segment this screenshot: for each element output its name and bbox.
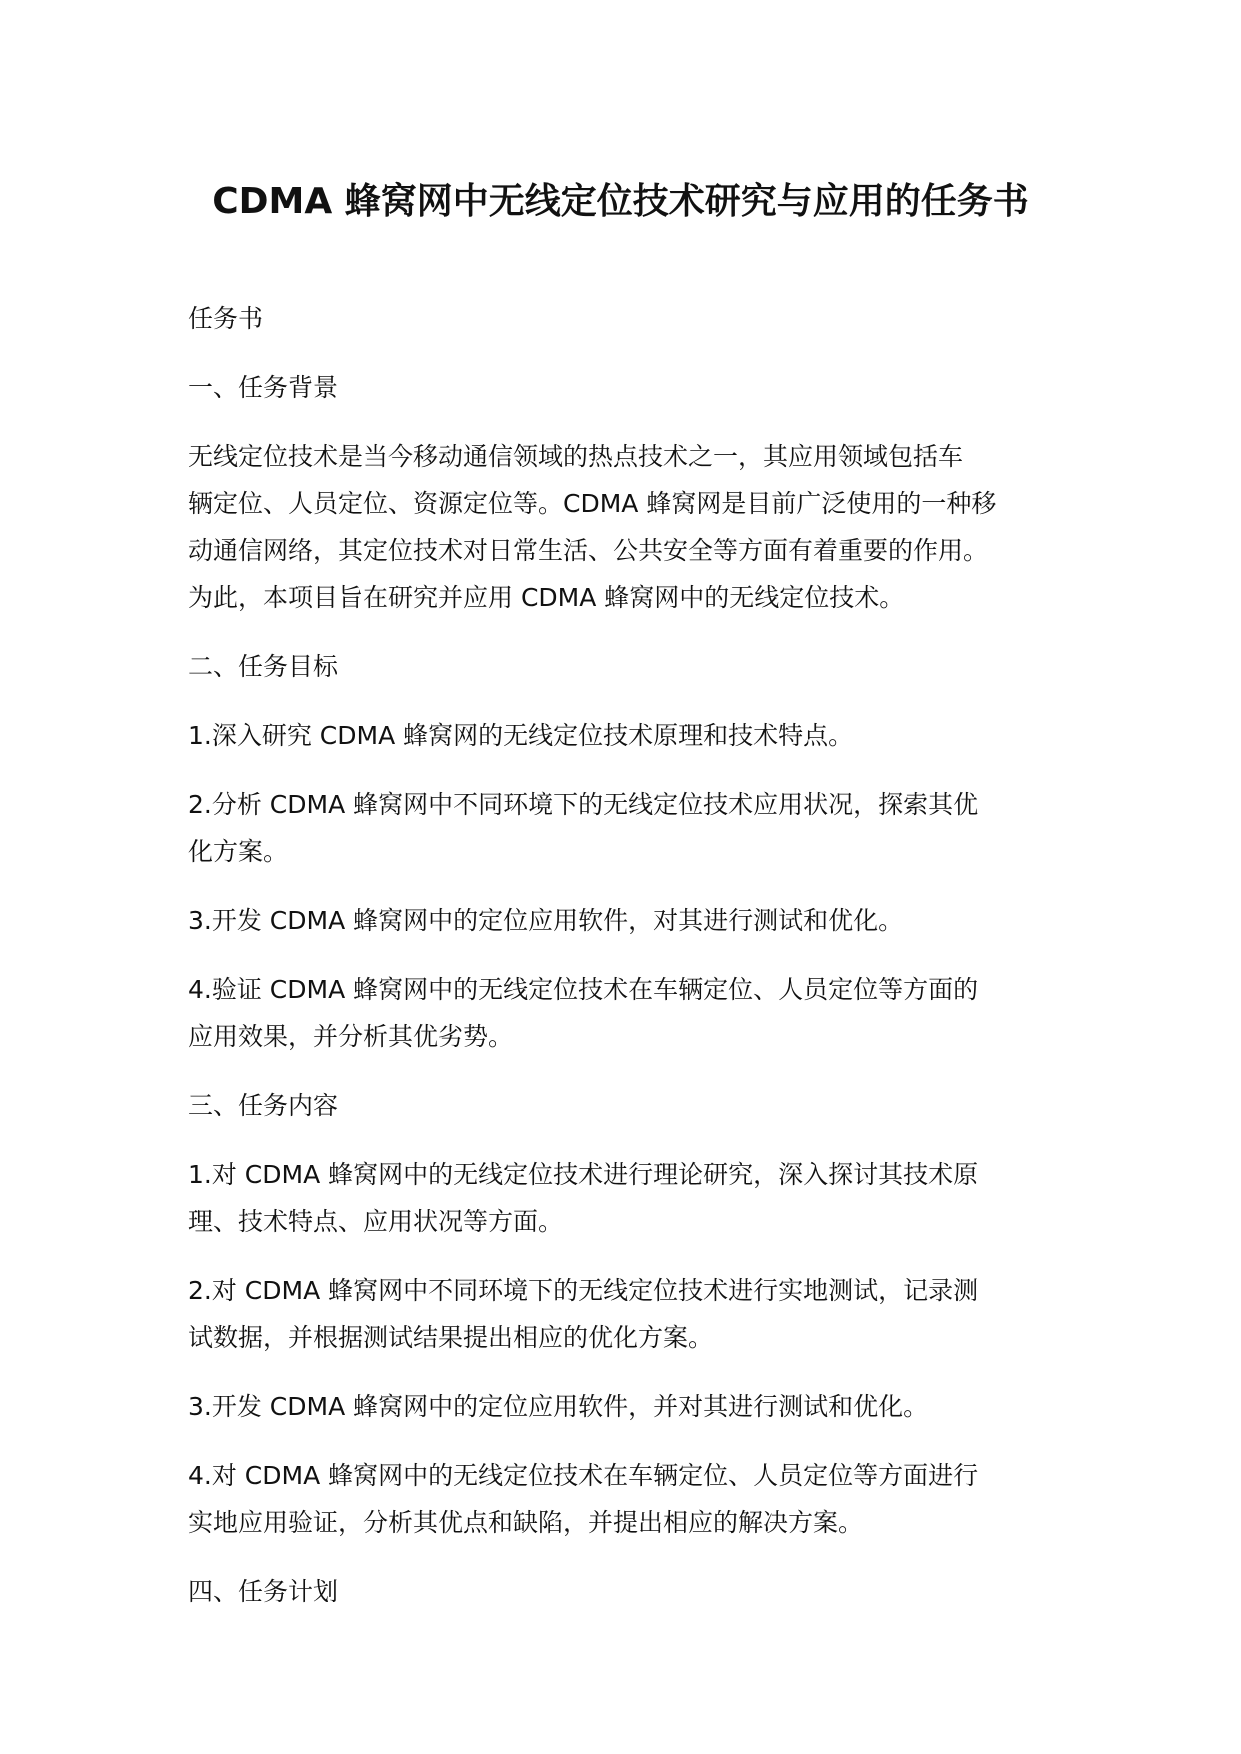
section-heading-background: [188, 364, 1068, 411]
text-line: 1.深入研究 CDMA 蜂窝网的无线定位技术原理和技术特点。: [188, 721, 854, 750]
goal-item: [188, 966, 1068, 1060]
text-line: 实地应用验证，分析其优点和缺陷，并提出相应的解决方案。: [188, 1508, 864, 1537]
text-line: 辆定位、人员定位、资源定位等。CDMA 蜂窝网是目前广泛使用的一种移: [188, 489, 997, 518]
text-line: 无线定位技术是当今移动通信领域的热点技术之一，其应用领域包括车: [188, 442, 964, 471]
text-line: 三、任务内容: [188, 1091, 339, 1120]
text-line: 二、任务目标: [188, 652, 339, 681]
text-line: 化方案。: [188, 837, 289, 866]
text-line: 四、任务计划: [188, 1577, 339, 1606]
content-item: [188, 1383, 1068, 1430]
text-line: 一、任务背景: [188, 373, 339, 402]
text-line: 1.对 CDMA 蜂窝网中的无线定位技术进行理论研究，深入探讨其技术原: [188, 1160, 979, 1189]
text-line: 应用效果，并分析其优劣势。: [188, 1022, 514, 1051]
document-body: [188, 295, 1068, 1637]
text-line: 2.对 CDMA 蜂窝网中不同环境下的无线定位技术进行实地测试，记录测: [188, 1276, 979, 1305]
section-heading-plan: [188, 1568, 1068, 1615]
goal-item: [188, 712, 1068, 759]
content-item: [188, 1452, 1068, 1546]
text-line: 理、技术特点、应用状况等方面。: [188, 1207, 564, 1236]
text-line: 3.开发 CDMA 蜂窝网中的定位应用软件，并对其进行测试和优化。: [188, 1392, 929, 1421]
goal-item: [188, 781, 1068, 875]
text-line: 试数据，并根据测试结果提出相应的优化方案。: [188, 1323, 714, 1352]
document-title: CDMA 蜂窝网中无线定位技术研究与应用的任务书: [212, 181, 1029, 222]
section-heading-goals: [188, 643, 1068, 690]
text-line: 为此，本项目旨在研究并应用 CDMA 蜂窝网中的无线定位技术。: [188, 583, 905, 612]
text-line: 3.开发 CDMA 蜂窝网中的定位应用软件，对其进行测试和优化。: [188, 906, 904, 935]
content-item: [188, 1151, 1068, 1245]
section-label: [188, 295, 1068, 342]
text-line: 任务书: [188, 304, 264, 333]
text-line: 动通信网络，其定位技术对日常生活、公共安全等方面有着重要的作用。: [188, 536, 989, 565]
content-item: [188, 1267, 1068, 1361]
section-heading-content: [188, 1082, 1068, 1129]
text-line: 4.验证 CDMA 蜂窝网中的无线定位技术在车辆定位、人员定位等方面的: [188, 975, 979, 1004]
goal-item: [188, 897, 1068, 944]
background-paragraph: [188, 433, 1068, 621]
text-line: 2.分析 CDMA 蜂窝网中不同环境下的无线定位技术应用状况，探索其优: [188, 790, 979, 819]
text-line: 4.对 CDMA 蜂窝网中的无线定位技术在车辆定位、人员定位等方面进行: [188, 1461, 979, 1490]
